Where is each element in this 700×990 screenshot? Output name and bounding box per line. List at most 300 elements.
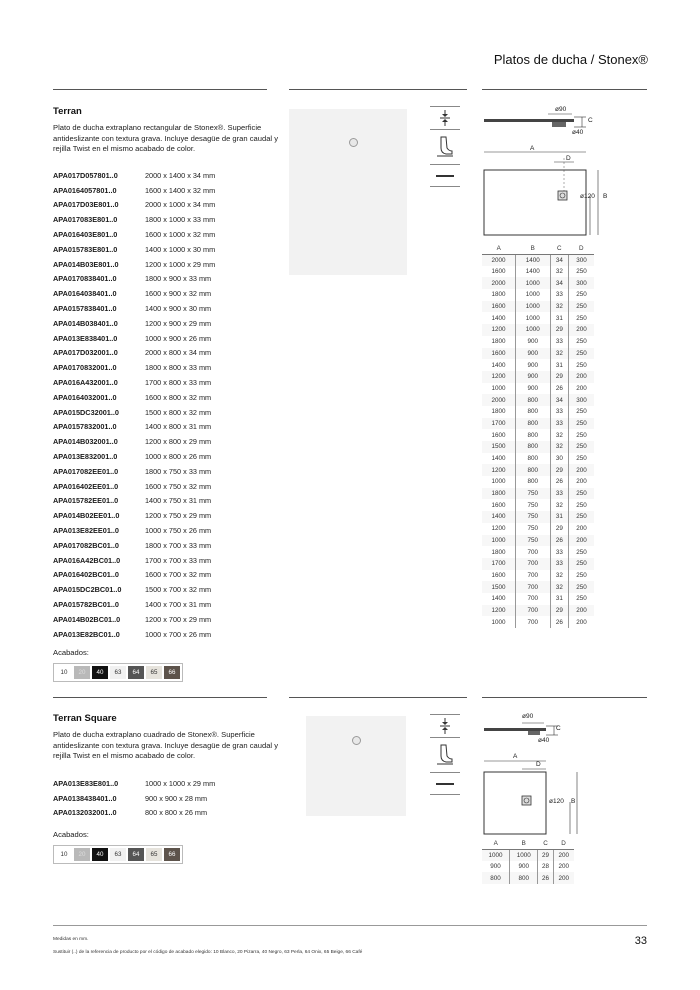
- table-cell: 800: [515, 418, 550, 430]
- product-dimensions: 1600 x 800 x 32 mm: [145, 392, 212, 402]
- product-code: APA014B03E801..0: [53, 259, 119, 269]
- finishes-label: Acabados:: [53, 830, 89, 839]
- product-row: [53, 538, 215, 553]
- product-row: [53, 449, 215, 464]
- section-divider: [53, 89, 267, 90]
- table-cell: 32: [550, 301, 568, 313]
- table-cell: 1000: [482, 535, 515, 547]
- product-code: APA0170838401..0: [53, 274, 117, 284]
- table-row: [482, 499, 594, 511]
- table-header: B: [515, 243, 550, 254]
- dim-label-phi40: ø40: [538, 737, 550, 744]
- table-cell: 300: [569, 277, 594, 289]
- product-row: [53, 316, 215, 331]
- table-row: [482, 616, 594, 628]
- product-code: APA016402BC01..0: [53, 570, 119, 580]
- product-code: APA015782EE01..0: [53, 496, 119, 506]
- table-row: [482, 289, 594, 301]
- table-cell: 250: [569, 301, 594, 313]
- table-cell: 32: [550, 570, 568, 582]
- table-cell: 250: [569, 441, 594, 453]
- dim-label-d: D: [566, 155, 571, 162]
- section-divider: [53, 697, 267, 698]
- product-dimensions: 1800 x 700 x 33 mm: [145, 540, 212, 550]
- footer-divider: [53, 925, 647, 926]
- product-row: [53, 597, 215, 612]
- product-code: APA013E82EE01..0: [53, 526, 119, 536]
- product-dimensions: 1000 x 900 x 26 mm: [145, 333, 212, 343]
- product-code: APA013E832001..0: [53, 452, 118, 462]
- product-row: [53, 227, 215, 242]
- table-cell: 28: [538, 861, 553, 873]
- table-cell: 1400: [491, 361, 506, 369]
- table-cell: 250: [569, 266, 594, 278]
- product-dimensions: 1200 x 700 x 29 mm: [145, 614, 212, 624]
- table-row: [482, 418, 594, 430]
- table-cell: 250: [569, 429, 594, 441]
- table-cell: 29: [550, 605, 568, 617]
- table-row: [482, 453, 594, 465]
- table-cell: 32: [550, 348, 568, 360]
- table-cell: 1600: [491, 431, 506, 439]
- section-divider: [289, 89, 467, 90]
- finish-swatches: [53, 663, 183, 682]
- table-row: [482, 301, 594, 313]
- finish-swatch: 63: [110, 848, 126, 861]
- dimension-table: [482, 243, 594, 628]
- table-cell: 800: [515, 429, 550, 441]
- finish-swatches: [53, 845, 183, 864]
- table-row: [482, 406, 594, 418]
- technical-drawing: [482, 710, 592, 838]
- product-dimensions: 900 x 900 x 28 mm: [145, 793, 208, 803]
- product-dimensions: 800 x 800 x 26 mm: [145, 808, 208, 818]
- product-dimensions: 1600 x 700 x 32 mm: [145, 570, 212, 580]
- table-cell: 300: [569, 394, 594, 406]
- product-code: APA015DC2BC01..0: [53, 585, 122, 595]
- table-cell: 200: [569, 464, 594, 476]
- product-row: [53, 806, 215, 821]
- table-row: [482, 546, 594, 558]
- table-cell: 250: [569, 546, 594, 558]
- product-row: [53, 627, 215, 642]
- table-cell: 200: [569, 523, 594, 535]
- section-divider: [482, 697, 647, 698]
- section-title-terran: Terran: [53, 106, 82, 117]
- table-cell: 33: [550, 336, 568, 348]
- table-row: [482, 359, 594, 371]
- table-cell: 250: [569, 558, 594, 570]
- table-cell: 1000: [515, 289, 550, 301]
- table-cell: 33: [550, 406, 568, 418]
- table-header: A: [482, 243, 515, 254]
- table-cell: 29: [550, 464, 568, 476]
- product-row: [53, 523, 215, 538]
- table-cell: 1700: [482, 418, 515, 430]
- product-dimensions: 1400 x 700 x 31 mm: [145, 600, 212, 609]
- product-dimensions: 1700 x 700 x 33 mm: [145, 555, 212, 565]
- finishes-label: Acabados:: [53, 648, 89, 657]
- table-row: [482, 277, 594, 289]
- footnote-finishes: Sustituir (..) de la referencia de producto por el código de acabado elegido: 10 Blanco, 20 Pizarra, 40 Negro, 63 Perla, 64 Onix, 65 Beige, 66 Café: [53, 950, 363, 955]
- drain-grate: [352, 736, 361, 745]
- product-code-list: [53, 776, 215, 820]
- table-cell: 1000: [515, 312, 550, 324]
- table-cell: 1000: [515, 277, 550, 289]
- table-cell: 900: [515, 371, 550, 383]
- table-cell: 1600: [491, 571, 506, 579]
- table-cell: 34: [550, 277, 568, 289]
- product-code: APA0164038401..0: [53, 289, 117, 299]
- finish-swatch: 65: [146, 666, 162, 679]
- table-cell: 700: [515, 581, 550, 593]
- finish-swatch: 66: [164, 848, 180, 861]
- anti-slip-foot-icon: [430, 129, 460, 164]
- table-row: [482, 523, 594, 535]
- product-dimensions: 1600 x 900 x 32 mm: [145, 289, 212, 299]
- product-row: [53, 242, 215, 257]
- product-row: [53, 331, 215, 346]
- product-code: APA017D032001..0: [53, 348, 118, 358]
- dim-label-phi120: ø120: [580, 193, 595, 200]
- shower-tray-image: [306, 716, 406, 816]
- table-cell: 800: [515, 441, 550, 453]
- table-cell: 29: [550, 371, 568, 383]
- product-dimensions: 1400 x 1000 x 30 mm: [145, 244, 216, 254]
- table-cell: 900: [515, 359, 550, 371]
- table-cell: 750: [515, 499, 550, 511]
- table-cell: 33: [550, 546, 568, 558]
- table-header: C: [550, 243, 568, 254]
- product-code: APA016A432001..0: [53, 378, 118, 388]
- product-dimensions: 2000 x 1000 x 34 mm: [145, 200, 216, 210]
- product-row: [53, 582, 215, 597]
- finish-swatch: 20: [74, 848, 90, 861]
- dim-label-phi90: ø90: [555, 106, 567, 113]
- table-cell: 1800: [482, 488, 515, 500]
- finish-swatch: 64: [128, 848, 144, 861]
- table-cell: 900: [490, 863, 501, 871]
- product-code: APA017083E801..0: [53, 215, 118, 225]
- table-cell: 250: [569, 593, 594, 605]
- table-cell: 750: [515, 488, 550, 500]
- table-row: [482, 511, 594, 523]
- finish-swatch: 10: [56, 666, 72, 679]
- table-cell: 800: [482, 872, 509, 884]
- product-dimensions: 1200 x 1000 x 29 mm: [145, 259, 216, 269]
- table-cell: 26: [550, 383, 568, 395]
- product-row: [53, 494, 215, 509]
- table-cell: 800: [515, 394, 550, 406]
- product-code: APA0138438401..0: [53, 793, 117, 803]
- product-row: [53, 791, 215, 806]
- table-cell: 900: [509, 861, 537, 873]
- table-row: [482, 558, 594, 570]
- product-row: [53, 508, 215, 523]
- product-code: APA017D03E801..0: [53, 200, 119, 210]
- product-dimensions: 1700 x 800 x 33 mm: [145, 378, 212, 388]
- product-code: APA013E838401..0: [53, 333, 118, 343]
- table-cell: 250: [569, 406, 594, 418]
- table-cell: 1600: [491, 268, 506, 276]
- table-cell: 250: [569, 511, 594, 523]
- product-row: [53, 301, 215, 316]
- table-cell: 34: [550, 394, 568, 406]
- table-cell: 200: [553, 872, 574, 884]
- table-cell: 1400: [515, 254, 550, 266]
- page-title: Platos de ducha / Stonex®: [493, 52, 648, 67]
- product-row: [53, 405, 215, 420]
- table-cell: 200: [569, 476, 594, 488]
- product-code: APA016A42BC01..0: [53, 555, 121, 565]
- product-dimensions: 1200 x 900 x 29 mm: [145, 318, 212, 328]
- table-cell: 750: [515, 535, 550, 547]
- table-cell: 2000: [482, 394, 515, 406]
- product-row: [53, 464, 215, 479]
- table-cell: 29: [550, 324, 568, 336]
- product-row: [53, 434, 215, 449]
- table-cell: 1200: [482, 605, 515, 617]
- table-cell: 200: [569, 605, 594, 617]
- table-cell: 700: [515, 616, 550, 628]
- finish-swatch: 64: [128, 666, 144, 679]
- shower-tray-image: [289, 109, 407, 275]
- product-row: [53, 257, 215, 272]
- table-cell: 250: [569, 488, 594, 500]
- table-row: [482, 266, 594, 278]
- product-row: [53, 346, 215, 361]
- table-cell: 250: [569, 336, 594, 348]
- product-dimensions: 1600 x 1400 x 32 mm: [145, 185, 216, 195]
- table-row: [482, 441, 594, 453]
- table-cell: 33: [550, 558, 568, 570]
- product-code: APA0170832001..0: [53, 363, 117, 373]
- footnote-units: Medidas en mm.: [53, 937, 89, 942]
- table-cell: 200: [553, 849, 574, 861]
- dim-label-c: C: [556, 725, 561, 732]
- table-row: [482, 593, 594, 605]
- table-row: [482, 476, 594, 488]
- table-cell: 250: [569, 359, 594, 371]
- table-cell: 200: [569, 324, 594, 336]
- table-cell: 250: [569, 418, 594, 430]
- table-cell: 250: [569, 499, 594, 511]
- table-cell: 29: [538, 849, 553, 861]
- product-code: APA015DC32001..0: [53, 407, 119, 417]
- technical-drawing: [482, 100, 642, 240]
- table-row: [482, 872, 574, 884]
- table-cell: 1800: [491, 338, 506, 346]
- product-dimensions: 1800 x 900 x 33 mm: [145, 274, 212, 284]
- table-cell: 200: [569, 616, 594, 628]
- product-code: APA017082BC01..0: [53, 540, 119, 550]
- table-cell: 32: [550, 266, 568, 278]
- table-cell: 26: [550, 535, 568, 547]
- product-dimensions: 2000 x 1400 x 34 mm: [145, 170, 216, 180]
- product-dimensions: 1200 x 750 x 29 mm: [145, 511, 212, 521]
- dim-label-b: B: [603, 193, 608, 200]
- feature-icons: [430, 714, 460, 795]
- table-cell: 32: [550, 429, 568, 441]
- finish-swatch: 66: [164, 666, 180, 679]
- product-code: APA017082EE01..0: [53, 466, 119, 476]
- table-row: [482, 849, 574, 861]
- table-row: [482, 464, 594, 476]
- product-dimensions: 1400 x 800 x 31 mm: [145, 422, 212, 432]
- product-code: APA014B02EE01..0: [53, 511, 120, 521]
- table-cell: 1000: [491, 478, 506, 486]
- product-code: APA0157838401..0: [53, 304, 117, 314]
- table-cell: 700: [515, 605, 550, 617]
- table-cell: 300: [569, 254, 594, 266]
- table-row: [482, 383, 594, 395]
- flat-profile-icon: [430, 164, 460, 187]
- table-cell: 1700: [482, 558, 515, 570]
- table-cell: 1000: [482, 849, 509, 861]
- dim-label-d: D: [536, 761, 541, 768]
- table-cell: 1000: [515, 324, 550, 336]
- table-row: [482, 861, 574, 873]
- table-cell: 1200: [482, 324, 515, 336]
- product-row: [53, 183, 215, 198]
- section-divider: [289, 697, 467, 698]
- product-code: APA016403E801..0: [53, 230, 118, 240]
- table-cell: 1000: [509, 849, 537, 861]
- table-cell: 1200: [482, 371, 515, 383]
- product-code: APA0157832001..0: [53, 422, 117, 432]
- product-row: [53, 420, 215, 435]
- table-row: [482, 429, 594, 441]
- product-dimensions: 1800 x 1000 x 33 mm: [145, 215, 216, 225]
- dim-label-a: A: [530, 145, 535, 152]
- dim-label-phi90: ø90: [522, 713, 534, 720]
- table-cell: 31: [550, 593, 568, 605]
- table-cell: 750: [515, 523, 550, 535]
- table-cell: 700: [515, 593, 550, 605]
- table-row: [482, 535, 594, 547]
- table-cell: 32: [550, 499, 568, 511]
- product-row: [53, 168, 215, 183]
- table-cell: 250: [569, 453, 594, 465]
- finish-swatch: 40: [92, 666, 108, 679]
- table-row: [482, 394, 594, 406]
- table-cell: 1600: [491, 501, 506, 509]
- product-dimensions: 1000 x 700 x 26 mm: [145, 629, 212, 639]
- table-cell: 32: [550, 581, 568, 593]
- product-row: [53, 390, 215, 405]
- table-cell: 1400: [491, 455, 506, 463]
- product-dimensions: 1500 x 800 x 32 mm: [145, 407, 212, 417]
- table-cell: 200: [553, 861, 574, 873]
- table-cell: 700: [515, 546, 550, 558]
- finish-swatch: 20: [74, 666, 90, 679]
- table-cell: 1800: [491, 408, 506, 416]
- product-code: APA0132032001..0: [53, 808, 117, 818]
- product-row: [53, 776, 215, 791]
- table-cell: 1000: [491, 618, 506, 626]
- product-description: Plato de ducha extraplano rectangular de Stonex®. Superficie antideslizante con textura grava. Incluye desagüe de gran caudal y rejilla Twist en el mismo acabado de color.: [53, 123, 279, 153]
- product-description: Plato de ducha extraplano cuadrado de Stonex®. Superficie antideslizante con textura grava. Incluye desagüe de gran caudal y rejilla Twist en el mismo acabado de color.: [53, 730, 279, 760]
- table-header: B: [509, 838, 537, 849]
- product-dimensions: 1600 x 1000 x 32 mm: [145, 230, 216, 240]
- dim-label-phi40: ø40: [572, 129, 584, 136]
- page-number: 33: [634, 935, 647, 947]
- product-row: [53, 360, 215, 375]
- table-cell: 1500: [482, 581, 515, 593]
- table-cell: 33: [550, 488, 568, 500]
- product-dimensions: 1400 x 750 x 31 mm: [145, 496, 212, 506]
- dim-label-b: B: [571, 798, 576, 805]
- table-header: D: [569, 243, 594, 254]
- section-title-terran-square: Terran Square: [53, 713, 117, 724]
- table-cell: 1800: [491, 291, 506, 299]
- feature-icons: [430, 106, 460, 187]
- product-code: APA013E83E801..0: [53, 778, 119, 788]
- table-cell: 31: [550, 312, 568, 324]
- table-cell: 31: [550, 359, 568, 371]
- product-row: [53, 612, 215, 627]
- product-dimensions: 1200 x 800 x 29 mm: [145, 437, 212, 447]
- table-row: [482, 348, 594, 360]
- table-cell: 2000: [482, 254, 515, 266]
- table-cell: 26: [538, 872, 553, 884]
- product-row: [53, 272, 215, 287]
- product-dimensions: 1400 x 900 x 30 mm: [145, 304, 212, 314]
- product-row: [53, 198, 215, 213]
- table-row: [482, 605, 594, 617]
- table-cell: 2000: [482, 277, 515, 289]
- table-cell: 1400: [491, 314, 506, 322]
- table-cell: 700: [515, 558, 550, 570]
- table-cell: 900: [515, 336, 550, 348]
- table-cell: 200: [569, 535, 594, 547]
- table-cell: 800: [515, 476, 550, 488]
- table-cell: 32: [550, 441, 568, 453]
- dim-label-a: A: [513, 753, 518, 760]
- product-code: APA014B02BC01..0: [53, 614, 121, 624]
- product-code: APA0164032001..0: [53, 392, 117, 402]
- product-code: APA013E82BC01..0: [53, 629, 120, 639]
- product-code: APA016402EE01..0: [53, 481, 119, 491]
- product-code: APA0164057801..0: [53, 185, 117, 195]
- thickness-icon: [430, 106, 460, 129]
- table-row: [482, 581, 594, 593]
- product-dimensions: 1800 x 800 x 33 mm: [145, 363, 212, 373]
- product-code: APA015783E801..0: [53, 244, 118, 254]
- product-row: [53, 553, 215, 568]
- table-cell: 250: [569, 312, 594, 324]
- table-cell: 1400: [491, 595, 506, 603]
- finish-swatch: 10: [56, 848, 72, 861]
- product-dimensions: 2000 x 800 x 34 mm: [145, 348, 212, 358]
- table-cell: 1000: [491, 384, 506, 392]
- table-cell: 800: [515, 464, 550, 476]
- table-cell: 26: [550, 476, 568, 488]
- product-dimensions: 1600 x 750 x 32 mm: [145, 481, 212, 491]
- table-cell: 250: [569, 581, 594, 593]
- product-dimensions: 1800 x 750 x 33 mm: [145, 466, 212, 476]
- product-row: [53, 568, 215, 583]
- thickness-icon: [430, 714, 460, 737]
- table-cell: 1400: [515, 266, 550, 278]
- drain-grate: [349, 138, 358, 147]
- table-cell: 800: [515, 453, 550, 465]
- product-dimensions: 1000 x 800 x 26 mm: [145, 452, 212, 462]
- table-cell: 30: [550, 453, 568, 465]
- table-cell: 1400: [482, 511, 515, 523]
- product-code-list: [53, 168, 215, 642]
- table-cell: 26: [550, 616, 568, 628]
